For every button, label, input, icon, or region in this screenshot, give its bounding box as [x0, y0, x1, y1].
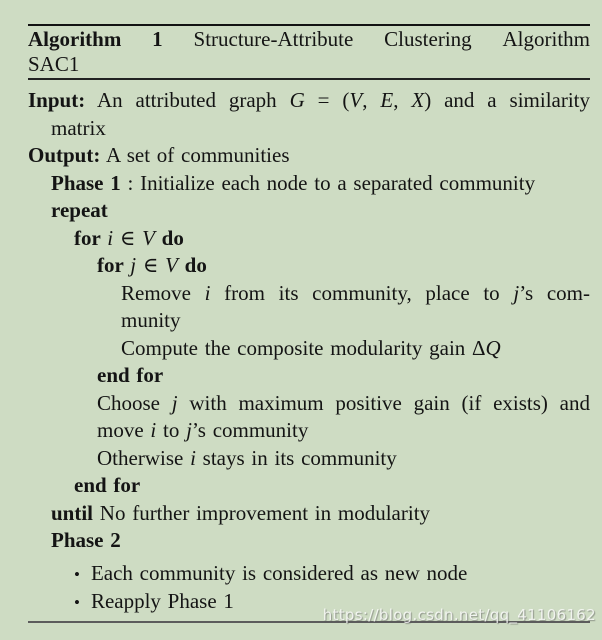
math-var-segment: G: [289, 88, 305, 112]
end-for-keyword: end for: [97, 363, 164, 387]
for-keyword: for: [97, 253, 131, 277]
algo-line-for-j: [28, 252, 590, 280]
text-segment: ’s com-: [519, 280, 591, 305]
math-var-segment: i: [190, 445, 196, 470]
algorithm-box: [28, 24, 590, 623]
algo-line-input: [28, 87, 590, 115]
bullet-text: Reapply Phase 1: [90, 589, 234, 613]
bullet-icon: •: [74, 593, 80, 612]
output-label: Output:: [28, 143, 101, 167]
algo-line-end-for-outer: [28, 472, 590, 500]
do-keyword: do: [154, 225, 184, 250]
math-var-segment: X: [411, 88, 425, 112]
algo-line-compute: [28, 335, 590, 363]
text-segment: A set of communities: [100, 143, 290, 167]
algorithm-header: [28, 26, 590, 78]
title-word: Algorithm: [502, 27, 590, 51]
text-segment: ,: [362, 88, 381, 112]
text-segment: No further improvement in modularity: [93, 500, 431, 525]
text-segment: An attributed graph: [85, 88, 290, 112]
math-var-segment: j: [513, 280, 520, 305]
math-var-segment: Q: [485, 335, 501, 360]
text-segment: Compute the composite modularity gain Δ: [121, 335, 486, 360]
algo-line-output: [28, 142, 590, 170]
algorithm-label: Algorithm: [28, 27, 122, 51]
algo-line-phase2: [28, 527, 590, 555]
algo-line-remove-cont: [28, 307, 590, 335]
math-var-segment: j: [186, 418, 192, 442]
math-var-segment: j: [171, 390, 178, 415]
text-segment: move: [97, 418, 151, 442]
algo-line-repeat: [28, 197, 590, 225]
algo-line-choose: [28, 390, 590, 418]
list-item: [28, 560, 590, 589]
for-keyword: for: [74, 225, 108, 250]
bullet-text: Each community is considered as new node: [90, 560, 468, 585]
text-segment: ∈: [136, 253, 166, 277]
math-var-segment: i: [107, 225, 114, 250]
repeat-keyword: repeat: [51, 198, 108, 222]
math-var-segment: V: [165, 253, 178, 277]
algo-line-move: [28, 417, 590, 445]
text-segment: Remove: [121, 280, 205, 305]
do-keyword: do: [177, 253, 207, 277]
until-keyword: until: [51, 500, 94, 525]
algorithm-body: [28, 80, 590, 617]
text-segment: ’s community: [191, 418, 309, 442]
bullet-icon: •: [74, 564, 80, 584]
text-segment: stays in its community: [195, 445, 397, 470]
text-segment: Choose: [97, 390, 172, 415]
text-segment: = (: [304, 88, 350, 112]
title-word: Clustering: [384, 27, 472, 51]
text-segment: : Initialize each node to a separated community: [120, 170, 536, 195]
algo-line-end-for-inner: [28, 362, 590, 390]
text-segment: Otherwise: [97, 445, 191, 470]
algo-line-input-cont: [28, 115, 590, 143]
algorithm-number: 1: [152, 27, 163, 51]
text-segment: from its community, place to: [210, 280, 514, 305]
text-segment: ,: [393, 88, 412, 112]
math-var-segment: V: [142, 225, 155, 250]
algorithm-title-line2: SAC1: [28, 52, 80, 76]
title-word: Structure-Attribute: [193, 27, 354, 51]
text-segment: matrix: [51, 115, 106, 140]
math-var-segment: i: [150, 418, 157, 442]
algo-line-otherwise: [28, 445, 590, 473]
end-for-keyword: end for: [74, 473, 141, 497]
math-var-segment: i: [204, 280, 211, 305]
text-segment: ∈: [113, 225, 143, 250]
algo-line-for-i: [28, 225, 590, 253]
phase2-label: Phase 2: [51, 528, 121, 552]
math-var-segment: E: [380, 88, 394, 112]
watermark-url: https://blog.csdn.net/qq_41106162: [322, 606, 596, 624]
algo-line-until: [28, 500, 590, 528]
math-var-segment: V: [349, 88, 363, 112]
text-segment: ) and a similarity: [424, 88, 591, 112]
text-segment: with maximum positive gain (if exists) and: [177, 390, 591, 415]
text-segment: munity: [121, 308, 181, 332]
input-label: Input:: [28, 88, 86, 112]
math-var-segment: j: [130, 253, 137, 277]
algo-line-remove: [28, 280, 590, 308]
algo-line-phase1: [28, 170, 590, 198]
algorithm-title-line1: [28, 27, 590, 52]
text-segment: to: [156, 418, 187, 442]
phase1-label: Phase 1: [51, 170, 121, 195]
